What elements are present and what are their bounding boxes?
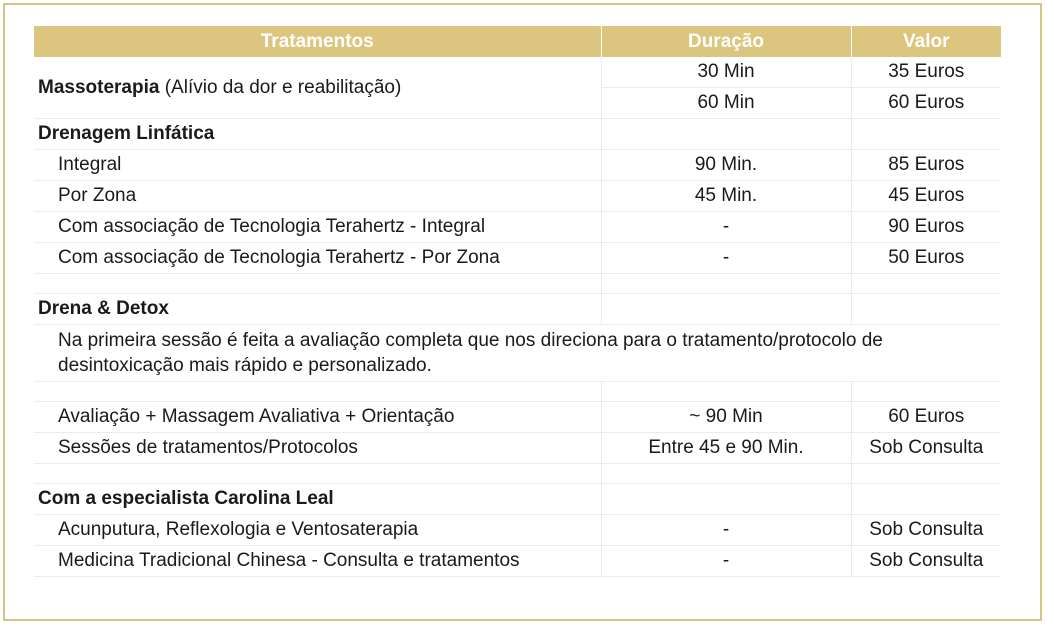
- table-header-row: [34, 26, 1001, 57]
- value-cell: 45 Euros: [851, 181, 1001, 212]
- duration-cell: 60 Min: [601, 88, 851, 119]
- header-value: Valor: [851, 26, 1001, 57]
- section-row: [34, 484, 1001, 515]
- massoterapia-title: Massoterapia: [38, 76, 160, 98]
- table-row: [34, 150, 1001, 181]
- duration-cell: 45 Min.: [601, 181, 851, 212]
- spacer-row: [34, 274, 1001, 294]
- table-row: [34, 212, 1001, 243]
- duration-cell: ~ 90 Min: [601, 402, 851, 433]
- value-cell: 60 Euros: [851, 88, 1001, 119]
- section-title: Drenagem Linfática: [34, 119, 601, 150]
- table-row: [34, 181, 1001, 212]
- section-title: Com a especialista Carolina Leal: [34, 484, 601, 515]
- value-cell: 35 Euros: [851, 57, 1001, 88]
- table-row: [34, 57, 1001, 88]
- section-title: Drena & Detox: [34, 294, 601, 325]
- value-cell: Sob Consulta: [851, 433, 1001, 464]
- section-row: [34, 294, 1001, 325]
- section-row: [34, 119, 1001, 150]
- table-row: [34, 402, 1001, 433]
- description-text: Na primeira sessão é feita a avaliação completa que nos direciona para o tratamento/protocolo de desintoxicação mais rápido e personalizado.: [34, 325, 1001, 382]
- price-table: [34, 26, 1001, 577]
- duration-cell: -: [601, 515, 851, 546]
- treatment-name: Com associação de Tecnologia Terahertz - Por Zona: [34, 243, 601, 274]
- treatment-name: Medicina Tradicional Chinesa - Consulta e tratamentos: [34, 546, 601, 577]
- table-row: [34, 243, 1001, 274]
- value-cell: Sob Consulta: [851, 546, 1001, 577]
- description-row: [34, 325, 1001, 382]
- table-row: [34, 546, 1001, 577]
- massoterapia-cell: [34, 57, 601, 119]
- duration-cell: 30 Min: [601, 57, 851, 88]
- spacer-row: [34, 464, 1001, 484]
- treatment-name: Integral: [34, 150, 601, 181]
- treatment-name: Por Zona: [34, 181, 601, 212]
- value-cell: Sob Consulta: [851, 515, 1001, 546]
- duration-cell: -: [601, 546, 851, 577]
- treatment-name: Acunputura, Reflexologia e Ventosaterapia: [34, 515, 601, 546]
- duration-cell: 90 Min.: [601, 150, 851, 181]
- table-row: [34, 433, 1001, 464]
- treatment-name: Avaliação + Massagem Avaliativa + Orientação: [34, 402, 601, 433]
- duration-cell: -: [601, 212, 851, 243]
- treatment-name: Sessões de tratamentos/Protocolos: [34, 433, 601, 464]
- header-treatments: Tratamentos: [34, 26, 601, 57]
- value-cell: 85 Euros: [851, 150, 1001, 181]
- massoterapia-subtitle: (Alívio da dor e reabilitação): [164, 76, 402, 98]
- duration-cell: Entre 45 e 90 Min.: [601, 433, 851, 464]
- value-cell: 90 Euros: [851, 212, 1001, 243]
- value-cell: 60 Euros: [851, 402, 1001, 433]
- spacer-row: [34, 382, 1001, 402]
- duration-cell: -: [601, 243, 851, 274]
- table-row: [34, 515, 1001, 546]
- value-cell: 50 Euros: [851, 243, 1001, 274]
- treatment-name: Com associação de Tecnologia Terahertz - Integral: [34, 212, 601, 243]
- header-duration: Duração: [601, 26, 851, 57]
